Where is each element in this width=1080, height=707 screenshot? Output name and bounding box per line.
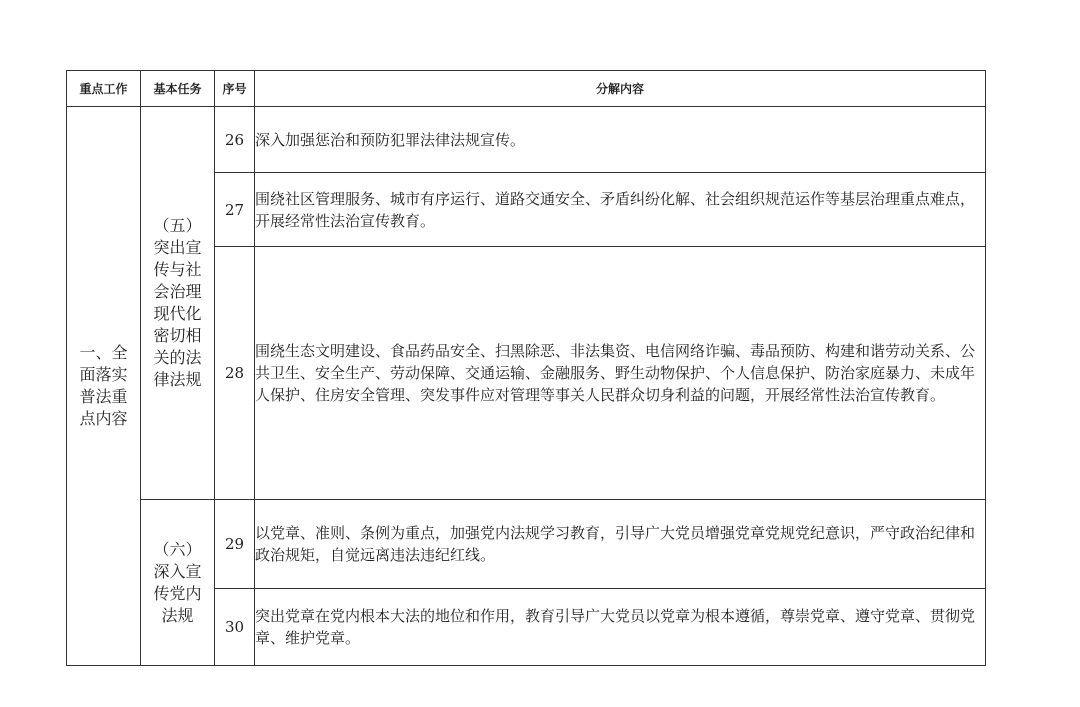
table-header-row — [67, 71, 986, 107]
content-text: 突出党章在党内根本大法的地位和作用，教育引导广大党员以党章为根本遵循，尊崇党章、遵守党章、贯彻党章、维护党章。 — [255, 589, 986, 666]
serial-number: 30 — [215, 589, 255, 666]
table-row — [67, 107, 986, 173]
table-row — [67, 500, 986, 589]
task-label: （五）突出宣传与社会治理现代化密切相关的法律法规 — [153, 216, 202, 389]
serial-number: 28 — [215, 247, 255, 500]
key-work-cell — [67, 107, 141, 666]
serial-number: 26 — [215, 107, 255, 173]
task-cell — [141, 500, 215, 666]
content-text: 以党章、准则、条例为重点，加强党内法规学习教育，引导广大党员增强党章党规党纪意识，严守政治纪律和政治规矩，自觉远离违法违纪红线。 — [255, 500, 986, 589]
content-text: 深入加强惩治和预防犯罪法律法规宣传。 — [255, 107, 986, 173]
key-work-label: 一、全面落实普法重点内容 — [79, 343, 128, 428]
task-breakdown-table — [66, 70, 986, 666]
header-content: 分解内容 — [255, 71, 986, 107]
serial-number: 27 — [215, 173, 255, 247]
content-text: 围绕社区管理服务、城市有序运行、道路交通安全、矛盾纠纷化解、社会组织规范运作等基层治理重点难点，开展经常性法治宣传教育。 — [255, 173, 986, 247]
serial-number: 29 — [215, 500, 255, 589]
header-basic-task: 基本任务 — [141, 71, 215, 107]
task-label: （六）深入宣传党内法规 — [153, 539, 202, 625]
task-cell — [141, 107, 215, 500]
content-text: 围绕生态文明建设、食品药品安全、扫黑除恶、非法集资、电信网络诈骗、毒品预防、构建和谐劳动关系、公共卫生、安全生产、劳动保障、交通运输、金融服务、野生动物保护、个人信息保护、防治家庭暴力、未成年人保护、住房安全管理、突发事件应对管理等事关人民群众切身利益的问题，开展经常性法治宣传教育。 — [255, 247, 986, 500]
header-serial: 序号 — [215, 71, 255, 107]
header-key-work: 重点工作 — [67, 71, 141, 107]
